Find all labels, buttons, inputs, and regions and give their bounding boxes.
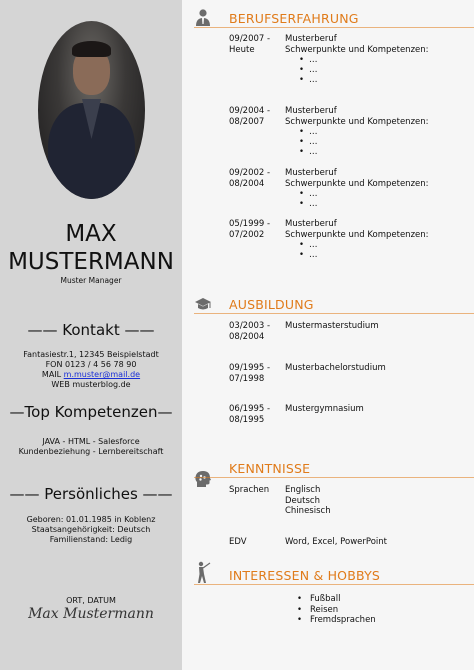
profile-photo [38, 21, 145, 199]
exp-job: Musterberuf [285, 34, 337, 44]
exp-date: 09/2007 - Heute [229, 34, 271, 55]
language-item: Deutsch [285, 495, 320, 506]
education-divider [194, 313, 474, 314]
language-item: Englisch [285, 485, 321, 495]
exp-bullet: • … [299, 55, 318, 65]
signature: Max Mustermann [28, 606, 154, 622]
interests-divider [194, 584, 474, 585]
education-title: AUSBILDUNG [229, 297, 314, 312]
exp-bullet: • … [299, 75, 318, 85]
exp-date: 05/1999 - 07/2002 [229, 219, 271, 240]
contact-web[interactable]: WEB musterblog.de [51, 380, 131, 389]
interest-item: • Fußball [297, 594, 341, 604]
job-subtitle: Muster Manager [60, 276, 122, 285]
exp-bullet: • … [299, 137, 318, 147]
exp-focus: Schwerpunkte und Kompetenzen: [285, 44, 429, 55]
competencies-block [0, 437, 182, 457]
interest-item: • Reisen [297, 604, 339, 615]
personal-block [0, 515, 182, 545]
sidebar [0, 0, 182, 670]
exp-entry [285, 34, 429, 85]
exp-entry [285, 106, 429, 157]
personal-nationality: Staatsangehörigkeit: Deutsch [31, 525, 151, 534]
exp-job: Musterberuf [285, 219, 337, 229]
exp-focus: Schwerpunkte und Kompetenzen: [285, 178, 429, 189]
competencies-line-1: JAVA - HTML - Salesforce [42, 437, 140, 446]
exp-bullet: • … [299, 127, 318, 137]
edu-date: 03/2003 - 08/2004 [229, 321, 271, 342]
exp-bullet: • … [299, 199, 318, 209]
interest-item: • Fremdsprachen [297, 615, 376, 625]
edu-school: Musterbachelorstudium [285, 363, 386, 373]
exp-bullet: • … [299, 189, 318, 199]
exp-focus: Schwerpunkte und Kompetenzen: [285, 116, 429, 127]
knowledge-title: KENNTNISSE [229, 461, 311, 476]
place-date: ORT, DATUM [66, 596, 116, 605]
interests-list [297, 594, 376, 626]
edv-value: Word, Excel, PowerPoint [285, 537, 387, 547]
exp-focus: Schwerpunkte und Kompetenzen: [285, 229, 429, 240]
exp-bullet: • … [299, 147, 318, 157]
graduation-cap-icon [194, 295, 212, 313]
golfer-icon [194, 561, 212, 585]
head-brain-icon [194, 470, 212, 488]
edu-date: 09/1995 - 07/1998 [229, 363, 271, 384]
contact-phone: FON 0123 / 4 56 78 90 [45, 360, 137, 369]
language-item: Chinesisch [285, 506, 331, 516]
last-name: MUSTERMANN [8, 249, 174, 275]
exp-entry [285, 168, 429, 209]
edu-school: Mustergymnasium [285, 404, 364, 414]
exp-job: Musterberuf [285, 168, 337, 178]
exp-bullet: • … [299, 250, 318, 260]
personal-status: Familienstand: Ledig [49, 535, 133, 544]
competencies-line-2: Kundenbeziehung - Lernbereitschaft [18, 447, 164, 456]
languages-label: Sprachen [229, 485, 270, 495]
personal-birth: Geboren: 01.01.1985 in Koblenz [26, 515, 156, 524]
edu-school: Mustermasterstudium [285, 321, 379, 331]
exp-date: 09/2002 - 08/2004 [229, 168, 271, 189]
contact-block [0, 350, 182, 390]
exp-bullet: • … [299, 65, 318, 75]
first-name: MAX [65, 221, 117, 247]
knowledge-divider [194, 477, 474, 478]
exp-bullet: • … [299, 240, 318, 250]
interests-title: INTERESSEN & HOBBYS [229, 568, 381, 583]
edu-date: 06/1995 - 08/1995 [229, 404, 271, 425]
mail-label: MAIL [41, 370, 62, 379]
edv-label: EDV [229, 537, 247, 547]
contact-address: Fantasiestr.1, 12345 Beispielstadt [23, 350, 159, 359]
person-suit-icon [194, 8, 212, 26]
competencies-heading: —Top Kompetenzen— [9, 403, 173, 421]
exp-date: 09/2004 - 08/2007 [229, 106, 271, 127]
mail-link[interactable]: m.muster@mail.de [63, 370, 141, 379]
experience-title: BERUFSERFAHRUNG [229, 11, 359, 26]
experience-divider [194, 27, 474, 28]
exp-entry [285, 219, 429, 260]
languages-list [285, 485, 331, 517]
personal-heading: —— Persönliches —— [9, 485, 173, 503]
contact-heading: —— Kontakt —— [27, 321, 155, 339]
exp-job: Musterberuf [285, 106, 337, 116]
contact-mail-line [0, 370, 182, 380]
